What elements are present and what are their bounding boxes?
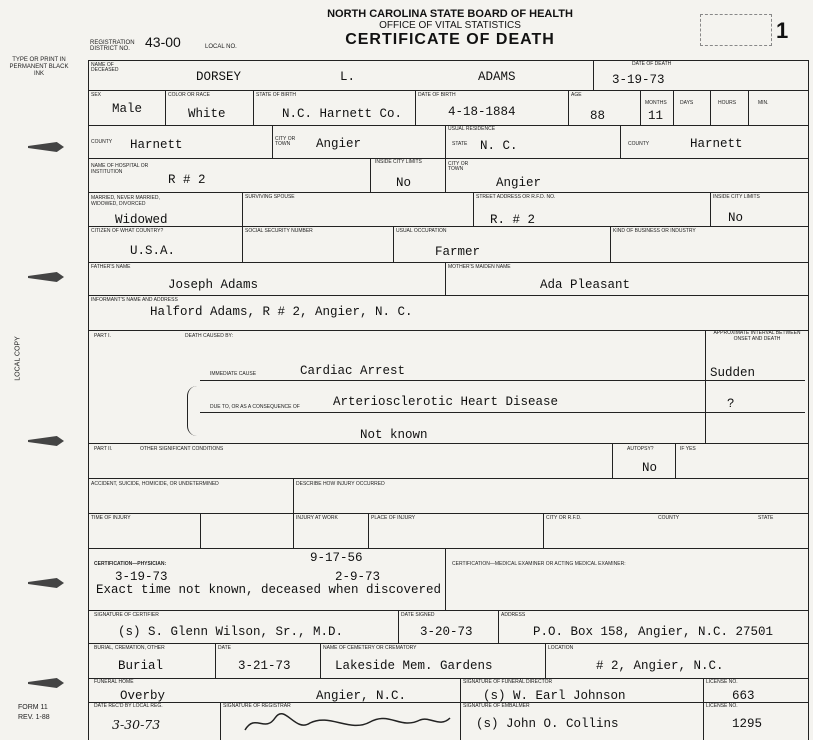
interval-label: APPROXIMATE INTERVAL BETWEEN ONSET AND DEATH <box>713 330 801 342</box>
place-county-label: COUNTY <box>91 139 113 145</box>
funeral-license: 663 <box>732 689 755 703</box>
birthplace-label: STATE OF BIRTH <box>256 92 297 98</box>
disposition: Burial <box>118 659 164 673</box>
immediate-cause: Cardiac Arrest <box>300 364 406 378</box>
place-city-label: CITY OR TOWN <box>275 136 296 147</box>
age-min-label: MIN. <box>758 100 769 106</box>
place-city: Angier <box>316 137 362 151</box>
decedent-middle-name: L. <box>340 70 356 84</box>
registration-label: REGISTRATION DISTRICT NO. <box>90 40 135 52</box>
death-caused-by-label: DEATH CAUSED BY: <box>185 333 233 339</box>
medical-examiner-label: CERTIFICATION—MEDICAL EXAMINER OR ACTING MEDICAL EXAMINER: <box>452 561 626 567</box>
age-days-label: DAYS <box>680 100 694 106</box>
mother-label: MOTHER'S MAIDEN NAME <box>448 264 511 270</box>
other-conditions-label: OTHER SIGNIFICANT CONDITIONS <box>140 446 224 452</box>
race-value: White <box>188 107 226 121</box>
form-revision: REV. 1-88 <box>18 714 50 721</box>
immediate-interval: Sudden <box>710 366 756 380</box>
dob-value: 4-18-1884 <box>448 105 516 119</box>
describe-label: DESCRIBE HOW INJURY OCCURRED <box>296 481 385 487</box>
residence-city: Angier <box>496 176 542 190</box>
residence-state-label: STATE <box>452 141 468 147</box>
race-label: COLOR OR RACE <box>168 92 210 98</box>
margin-tab <box>28 272 64 282</box>
occupation-label: USUAL OCCUPATION <box>396 228 447 234</box>
sex-value: Male <box>112 102 143 116</box>
injury-city-label: CITY OR R.F.D. <box>546 515 582 521</box>
embalmer: (s) John O. Collins <box>476 717 619 731</box>
burial-location: # 2, Angier, N.C. <box>596 659 724 673</box>
hospital-value: R # 2 <box>168 173 206 187</box>
marital-value: Widowed <box>115 213 168 227</box>
form-border-left <box>88 60 89 740</box>
occupation-value: Farmer <box>435 245 481 259</box>
cemetery: Lakeside Mem. Gardens <box>335 659 493 673</box>
part-two-label: PART II. <box>94 446 113 452</box>
sex-label: SEX <box>91 92 102 98</box>
business-label: KIND OF BUSINESS OR INDUSTRY <box>613 228 696 234</box>
injury-state-label: STATE <box>758 515 774 521</box>
injury-county-label: COUNTY <box>658 515 680 521</box>
residence-county: Harnett <box>690 137 743 151</box>
spouse-label: SURVIVING SPOUSE <box>245 194 295 200</box>
bracket <box>187 386 198 436</box>
form-border-right <box>808 60 809 740</box>
funeral-home-city: Angier, N.C. <box>316 689 407 703</box>
place-county: Harnett <box>130 138 183 152</box>
autopsy-label: AUTOPSY? <box>627 446 654 452</box>
date-of-death-label: DATE OF DEATH <box>632 61 672 67</box>
date-signed-label: DATE SIGNED <box>401 612 435 618</box>
header-office: OFFICE OF VITAL STATISTICS <box>379 20 521 31</box>
due-to-label: DUE TO, OR AS A CONSEQUENCE OF <box>210 404 300 410</box>
document-header <box>280 8 620 49</box>
margin-tab <box>28 436 64 446</box>
citizen-label: CITIZEN OF WHAT COUNTRY? <box>91 228 164 234</box>
inside-limits-label: INSIDE CITY LIMITS <box>375 159 422 165</box>
license-label: LICENSE NO. <box>706 679 738 685</box>
embalmer-license: 1295 <box>732 717 763 731</box>
inside-limits: No <box>396 176 412 190</box>
embalmer-license-label: LICENSE NO. <box>706 703 738 709</box>
residence-inside: No <box>728 211 744 225</box>
mother-value: Ada Pleasant <box>540 278 631 292</box>
cemetery-label: NAME OF CEMETERY OR CREMATORY <box>323 645 417 651</box>
residence-inside-label: INSIDE CITY LIMITS <box>713 194 760 200</box>
part-one-label: PART I. <box>94 333 111 339</box>
informant-label: INFORMANT'S NAME AND ADDRESS <box>91 297 178 303</box>
street-value: R. # 2 <box>490 213 536 227</box>
last-seen-date: 2-9-73 <box>335 570 381 584</box>
embalmer-label: SIGNATURE OF EMBALMER <box>463 703 530 709</box>
accident-label: ACCIDENT, SUICIDE, HOMICIDE, OR UNDETERMINED <box>91 481 219 487</box>
local-no-label: LOCAL NO. <box>205 44 237 50</box>
attended-to: 3-19-73 <box>115 570 168 584</box>
funeral-director: (s) W. Earl Johnson <box>483 689 626 703</box>
residence-state: N. C. <box>480 139 518 153</box>
registration-number: 43-00 <box>145 34 181 50</box>
due-to-interval: ? <box>727 397 735 411</box>
page-number: 1 <box>776 18 789 43</box>
residence-county-label: COUNTY <box>628 141 650 147</box>
certificate-title: CERTIFICATE OF DEATH <box>345 31 555 48</box>
due-to-cause-2: Not known <box>360 428 428 442</box>
dob-label: DATE OF BIRTH <box>418 92 456 98</box>
location-label: LOCATION <box>548 645 574 651</box>
funeral-home: Overby <box>120 689 166 703</box>
certifier-address: P.O. Box 158, Angier, N.C. 27501 <box>533 625 774 639</box>
immediate-cause-label: IMMEDIATE CAUSE <box>210 371 257 377</box>
disposition-label: BURIAL, CREMATION, OTHER <box>94 645 165 651</box>
residence-city-label: CITY OR TOWN <box>448 161 469 172</box>
attended-from: 9-17-56 <box>310 551 363 565</box>
registrar-signature <box>240 708 455 738</box>
time-of-injury-label: TIME OF INJURY <box>91 515 131 521</box>
ssn-label: SOCIAL SECURITY NUMBER <box>245 228 313 234</box>
date-received: 3-30-73 <box>112 717 161 732</box>
certification-note: Exact time not known, deceased when discovered <box>96 583 442 597</box>
date-received-label: DATE REC'D BY LOCAL REG. <box>94 703 163 709</box>
father-label: FATHER'S NAME <box>91 264 131 270</box>
header-board: NORTH CAROLINA STATE BOARD OF HEALTH <box>327 8 573 20</box>
informant-value: Halford Adams, R # 2, Angier, N. C. <box>150 305 413 319</box>
certifier-signature-label: SIGNATURE OF CERTIFIER <box>94 612 159 618</box>
citizen-value: U.S.A. <box>130 244 176 258</box>
name-label: NAME OF DECEASED <box>91 62 119 73</box>
margin-tab <box>28 142 64 152</box>
residence-label: USUAL RESIDENCE <box>448 126 496 132</box>
marital-label: MARRIED, NEVER MARRIED, WIDOWED, DIVORCED <box>91 195 160 207</box>
autopsy-value: No <box>642 461 658 475</box>
age-months: 11 <box>648 109 664 123</box>
funeral-director-label: SIGNATURE OF FUNERAL DIRECTOR <box>463 679 553 685</box>
certifier-address-label: ADDRESS <box>501 612 526 618</box>
certifier-name: (s) S. Glenn Wilson, Sr., M.D. <box>118 625 344 639</box>
due-to-cause: Arteriosclerotic Heart Disease <box>333 395 559 409</box>
age-label: AGE <box>571 92 582 98</box>
place-of-injury-label: PLACE OF INJURY <box>371 515 416 521</box>
if-yes-label: IF YES <box>680 446 696 452</box>
burial-date-label: DATE <box>218 645 231 651</box>
decedent-first-name: DORSEY <box>196 70 242 84</box>
margin-tab <box>28 678 64 688</box>
hospital-label: NAME OF HOSPITAL OR INSTITUTION <box>91 163 149 175</box>
age-hours-label: HOURS <box>718 100 737 106</box>
ink-instruction: TYPE OR PRINT IN PERMANENT BLACK INK <box>9 57 69 77</box>
birthplace-value: N.C. Harnett Co. <box>282 107 403 121</box>
margin-tab <box>28 578 64 588</box>
corner-box <box>700 14 772 46</box>
decedent-last-name: ADAMS <box>478 70 516 84</box>
injury-at-work-label: INJURY AT WORK <box>296 515 338 521</box>
physician-cert-label: CERTIFICATION—PHYSICIAN: <box>94 561 167 567</box>
age-years: 88 <box>590 109 606 123</box>
form-number: FORM 11 <box>18 704 48 711</box>
father-value: Joseph Adams <box>168 278 259 292</box>
date-of-death: 3-19-73 <box>612 73 665 87</box>
funeral-home-label: FUNERAL HOME <box>94 679 134 685</box>
age-months-label: MONTHS <box>645 100 667 106</box>
date-signed: 3-20-73 <box>420 625 473 639</box>
burial-date: 3-21-73 <box>238 659 291 673</box>
registrar-label: SIGNATURE OF REGISTRAR <box>223 703 291 709</box>
local-copy-label: LOCAL COPY <box>14 336 22 381</box>
street-label: STREET ADDRESS OR R.F.D. NO. <box>476 194 556 200</box>
